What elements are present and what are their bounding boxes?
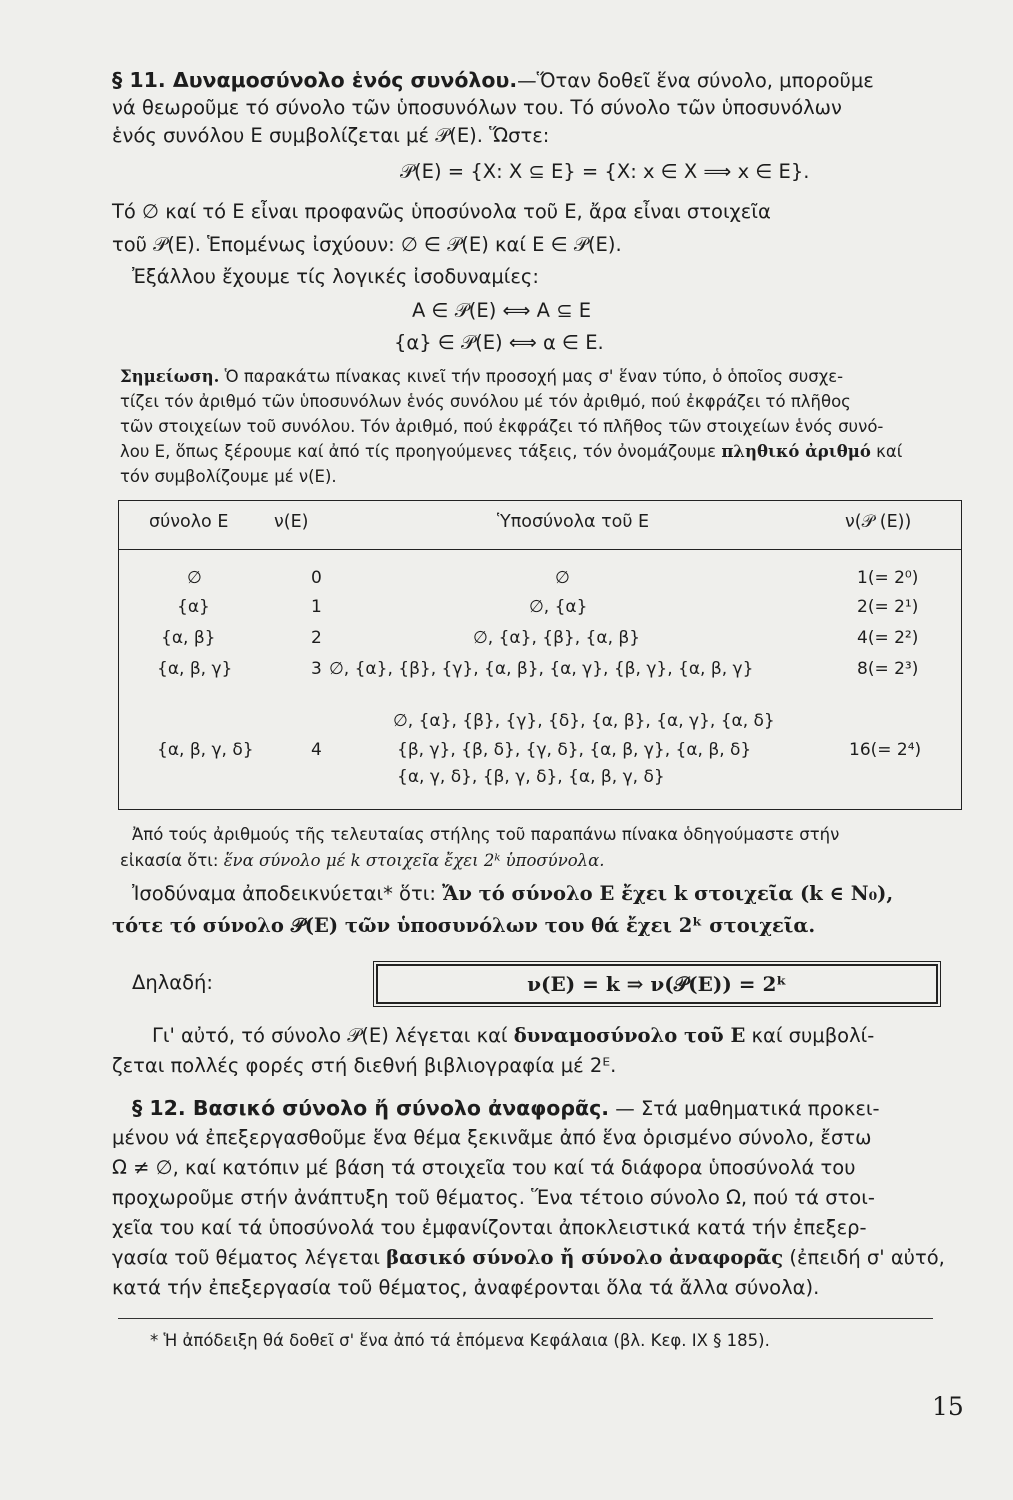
note-line4 bbox=[120, 439, 975, 464]
sec12-line3: Ω ≠ ∅, καί κατόπιν μέ βάση τά στοιχεῖα του καί τά διάφορα ὑποσύνολά του bbox=[112, 1156, 856, 1179]
cell-count: 1(= 2⁰) bbox=[857, 568, 919, 588]
cell-count: 2(= 2¹) bbox=[857, 597, 919, 617]
cardinal-number-term: πληθικό ἀριθμό bbox=[721, 442, 871, 461]
cell-count: 16(= 2⁴) bbox=[849, 740, 922, 760]
note-line4-end: καί bbox=[876, 442, 903, 461]
cell-n: 0 bbox=[311, 568, 322, 588]
cell-set: {α, β, γ, δ} bbox=[157, 740, 254, 760]
note-line5: τόν συμβολίζουμε μέ ν(Ε). bbox=[120, 467, 337, 486]
note-line4-text: λου Ε, ὅπως ξέρουμε καί ἀπό τίς προηγούμενες τάξεις, τόν ὀνομάζουμε bbox=[120, 442, 717, 461]
sec12-line1 bbox=[132, 1094, 967, 1123]
cell-set: {α} bbox=[177, 597, 210, 617]
after-table-line6 bbox=[152, 1022, 967, 1050]
sec12-line1-text: — Στά μαθηματικά προκει- bbox=[615, 1097, 880, 1120]
cell-subsets-line3: {α, γ, δ}, {β, γ, δ}, {α, β, γ, δ} bbox=[397, 767, 665, 787]
cell-subsets: ∅, {α}, {β}, {α, β} bbox=[473, 628, 641, 648]
cell-count: 8(= 2³) bbox=[857, 659, 919, 679]
namely-label: Δηλαδή: bbox=[132, 971, 213, 994]
cell-subsets-line1: ∅, {α}, {β}, {γ}, {δ}, {α, β}, {α, γ}, {α, δ} bbox=[393, 711, 775, 731]
subsets-table bbox=[118, 500, 962, 810]
sec11-line3: ἑνός συνόλου Ε συμβολίζεται μέ 𝒫(Ε). Ὥστε: bbox=[112, 124, 550, 147]
sec12-line7: κατά τήν ἐπεξεργασία τοῦ θέματος, ἀναφέρονται ὅλα τά ἄλλα σύνολα). bbox=[112, 1276, 820, 1299]
after-table-line3 bbox=[132, 880, 967, 908]
page-number: 15 bbox=[932, 1392, 964, 1421]
conjecture-label: εἰκασία ὅτι: bbox=[120, 851, 219, 870]
cell-subsets-line2: {β, γ}, {β, δ}, {γ, δ}, {α, β, γ}, {α, β, δ} bbox=[397, 740, 752, 760]
header-subsets: Ὑποσύνολα τοῦ Ε bbox=[497, 512, 650, 532]
header-cardinality: ν(Ε) bbox=[274, 512, 309, 532]
footnote: * Ἡ ἀπόδειξη θά δοθεῖ σ' ἕνα ἀπό τά ἑπόμενα Κεφάλαια (βλ. Κεφ. ΙΧ § 185). bbox=[150, 1331, 770, 1350]
sec11-line2: νά θεωροῦμε τό σύνολο τῶν ὑποσυνόλων του. Τό σύνολο τῶν ὑποσυνόλων bbox=[112, 96, 842, 119]
note-line2: τίζει τόν ἀριθμό τῶν ὑποσυνόλων ἑνός συνόλου μέ τόν ἀριθμό, πού ἐκφράζει τό πλῆθος bbox=[120, 392, 851, 411]
sec11-line7: Ἐξάλλου ἔχουμε τίς λογικές ἰσοδυναμίες: bbox=[132, 265, 539, 288]
conjecture-text: ἕνα σύνολο μέ k στοιχεῖα ἔχει 2ᵏ ὑποσύνολα. bbox=[223, 851, 605, 870]
footnote-divider bbox=[118, 1318, 933, 1319]
sec11-line1 bbox=[112, 66, 967, 95]
sec12-heading: § 12. Βασικό σύνολο ἤ σύνολο ἀναφορᾶς. bbox=[132, 1096, 610, 1120]
header-powerset-cardinality: ν(𝒫 (Ε)) bbox=[845, 512, 912, 532]
sec11-line5: Τό ∅ καί τό Ε εἶναι προφανῶς ὑποσύνολα τοῦ Ε, ἄρα εἶναι στοιχεῖα bbox=[112, 200, 771, 223]
cell-subsets: ∅, {α} bbox=[529, 597, 588, 617]
after-table-line2 bbox=[120, 848, 975, 873]
reference-set-term: βασικό σύνολο ἤ σύνολο ἀναφορᾶς bbox=[386, 1246, 784, 1269]
powerset-sentence-end: καί συμβολί- bbox=[751, 1024, 875, 1047]
sec12-line6 bbox=[112, 1244, 967, 1272]
cell-n: 1 bbox=[311, 597, 322, 617]
equivalence-2: {α} ∈ 𝒫(Ε) ⟺ α ∈ Ε. bbox=[394, 331, 604, 354]
cell-count: 4(= 2²) bbox=[857, 628, 919, 648]
equivalence-1: Α ∈ 𝒫(Ε) ⟺ Α ⊆ Ε bbox=[412, 299, 592, 322]
cell-set: {α, β} bbox=[161, 628, 216, 648]
cell-n: 2 bbox=[311, 628, 322, 648]
cell-subsets: ∅ bbox=[555, 568, 570, 588]
sec11-formula: 𝒫(Ε) = {Χ: Χ ⊆ Ε} = {Χ: x ∈ Χ ⟹ x ∈ Ε}. bbox=[400, 160, 810, 183]
powerset-term: δυναμοσύνολο τοῦ Ε bbox=[513, 1024, 746, 1047]
note-line3: τῶν στοιχείων τοῦ συνόλου. Τόν ἀριθμό, πού ἐκφράζει τό πλῆθος τῶν στοιχείων ἑνός συνό- bbox=[120, 417, 884, 436]
table-header bbox=[119, 501, 961, 550]
note-label: Σημείωση. bbox=[120, 367, 220, 386]
powerset-sentence: Γι' αὐτό, τό σύνολο 𝒫(Ε) λέγεται καί bbox=[152, 1024, 508, 1047]
sec12-line6-text: γασία τοῦ θέματος λέγεται bbox=[112, 1246, 380, 1269]
after-table-line1: Ἀπό τούς ἀριθμούς τῆς τελευταίας στήλης τοῦ παραπάνω πίνακα ὁδηγούμαστε στήν bbox=[132, 825, 840, 844]
boxed-formula: ν(Ε) = k ⇒ ν(𝒫(Ε)) = 2ᵏ bbox=[376, 964, 938, 1004]
note-line1-text: Ὁ παρακάτω πίνακας κινεῖ τήν προσοχή μας σ' ἕναν τύπο, ὁ ὁποῖος συσχε- bbox=[224, 367, 844, 386]
cell-subsets: ∅, {α}, {β}, {γ}, {α, β}, {α, γ}, {β, γ}, {α, β, γ} bbox=[329, 659, 754, 679]
cell-set: ∅ bbox=[187, 568, 202, 588]
sec11-line6: τοῦ 𝒫(Ε). Ἑπομένως ἰσχύουν: ∅ ∈ 𝒫(Ε) καί Ε ∈ 𝒫(Ε). bbox=[112, 233, 622, 256]
sec12-line2: μένου νά ἐπεξεργασθοῦμε ἕνα θέμα ξεκινᾶμε ἀπό ἕνα ὁρισμένο σύνολο, ἔστω bbox=[112, 1126, 872, 1149]
theorem-part1: Ἄν τό σύνολο Ε ἔχει k στοιχεῖα (k ∈ N₀), bbox=[442, 882, 894, 905]
after-table-line7: ζεται πολλές φορές στή διεθνή βιβλιογραφία μέ 2ᴱ. bbox=[112, 1054, 617, 1077]
sec11-heading: § 11. Δυναμοσύνολο ἑνός συνόλου. bbox=[112, 68, 518, 92]
header-set: σύνολο Ε bbox=[149, 512, 229, 532]
note-line1 bbox=[120, 364, 975, 389]
cell-set: {α, β, γ} bbox=[157, 659, 233, 679]
sec11-line1-text: —Ὅταν δοθεῖ ἕνα σύνολο, μποροῦμε bbox=[517, 69, 874, 92]
cell-n: 3 bbox=[311, 659, 322, 679]
sec12-line4: προχωροῦμε στήν ἀνάπτυξη τοῦ θέματος. Ἕνα τέτοιο σύνολο Ω, πού τά στοι- bbox=[112, 1186, 875, 1209]
cell-n: 4 bbox=[311, 740, 322, 760]
theorem-part2: τότε τό σύνολο 𝒫(Ε) τῶν ὑποσυνόλων του θά ἔχει 2ᵏ στοιχεῖα. bbox=[112, 914, 816, 937]
equivalent-proof-text: Ἰσοδύναμα ἀποδεικνύεται* ὅτι: bbox=[132, 882, 436, 905]
sec12-line5: χεῖα του καί τά ὑποσύνολά του ἐμφανίζονται ἀποκλειστικά κατά τήν ἐπεξερ- bbox=[112, 1216, 867, 1239]
sec12-line6-end: (ἐπειδή σ' αὐτό, bbox=[789, 1246, 945, 1269]
